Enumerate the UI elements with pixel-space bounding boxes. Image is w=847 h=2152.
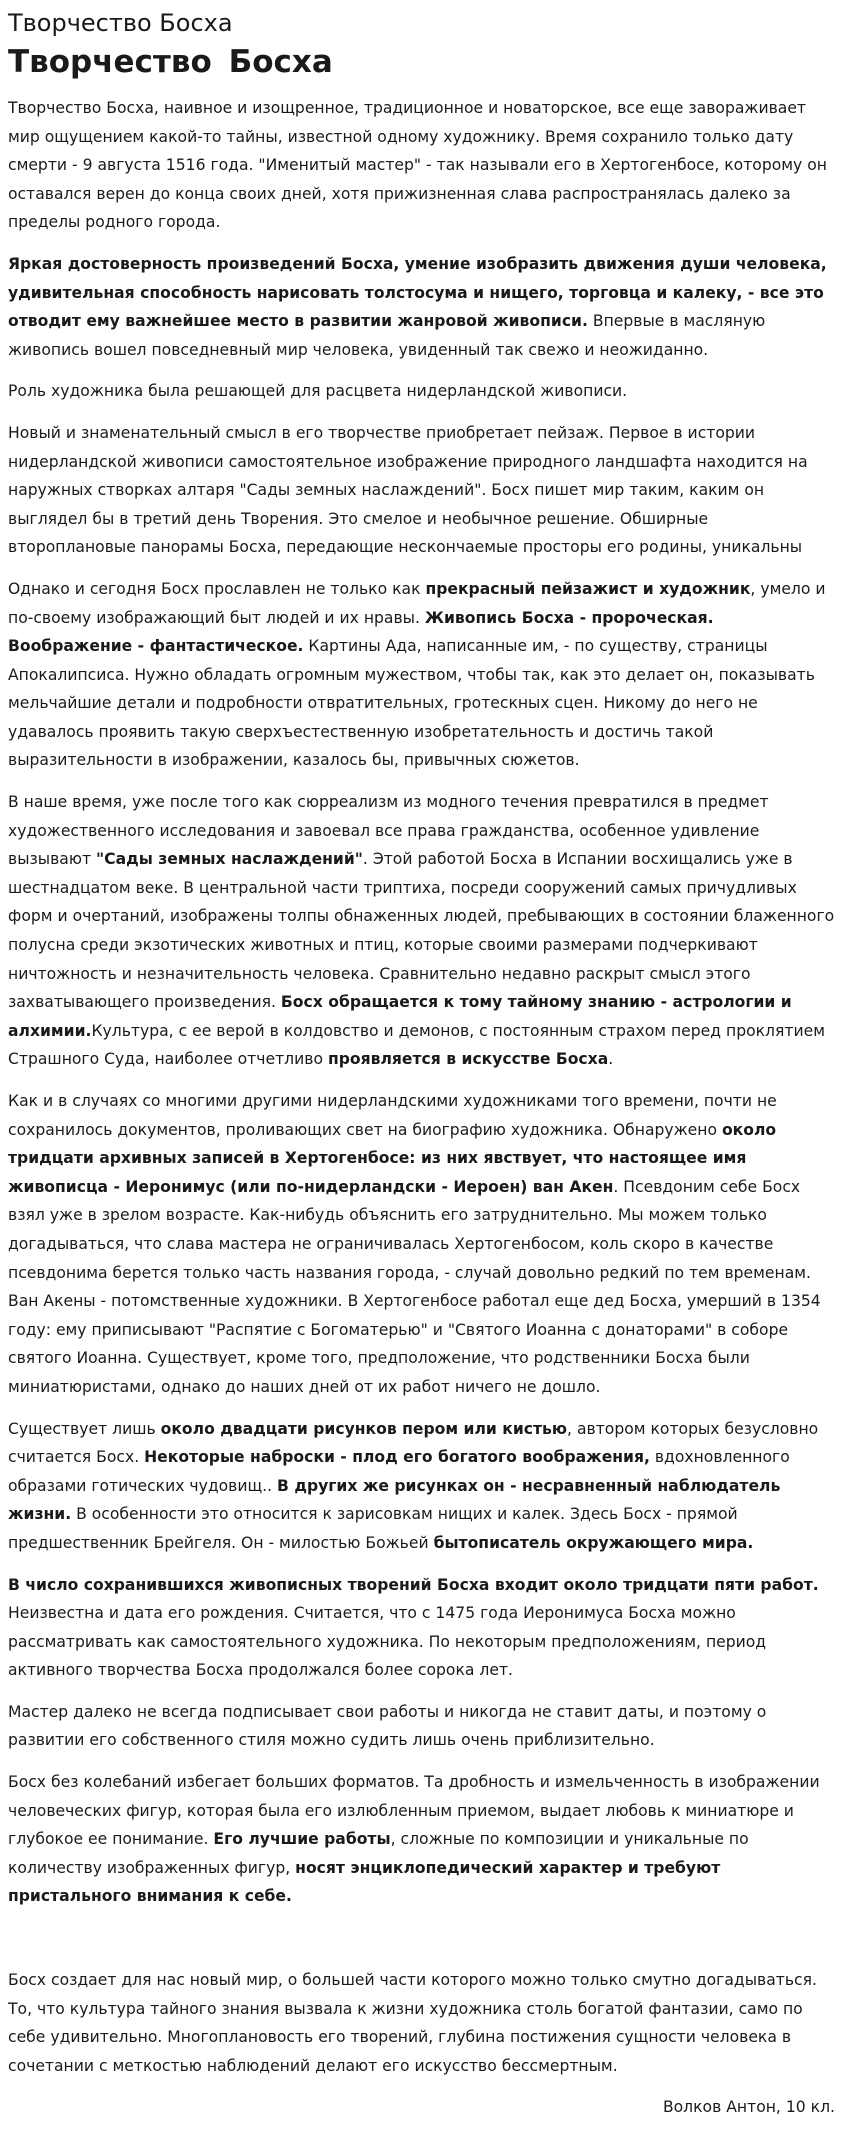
paragraph (8, 419, 839, 562)
text-run: Существует лишь (8, 1419, 161, 1438)
text-run: . (608, 1050, 614, 1069)
text-run: . Псевдоним себе Босх взял уже в зрелом возрасте. Как-нибудь объяснить его затруднительно. Мы можем только догадываться, что слава мастера не ограничивалась Хертогенбосом, коль скоро в качестве псевдонима берется только часть названия города, - случай довольно редкий по тем временам. Ван Акены - потомственные художники. В Хертогенбосе работал еще дед Босха, умерший в 1354 году: ему приписывают "Распятие с Богоматерью" и "Святого Иоанна с донаторами" в соборе святого Иоанна. Существует, кроме того, предположение, что родственники Босха были миниатюристами, однако до наших дней от их работ ничего не дошло. (8, 1177, 821, 1396)
paragraph (8, 1571, 839, 1685)
text-run: Культура, с ее верой в колдовство и демонов, с постоянным страхом перед проклятием Страшного Суда, наиболее отчетливо (8, 1021, 825, 1069)
paragraph (8, 1698, 839, 1755)
text-run: Роль художника была решающей для расцвета нидерландской живописи. (8, 382, 628, 401)
paragraph (8, 788, 839, 1074)
author-signature: Волков Антон, 10 кл. (662, 2098, 835, 2117)
paragraph (8, 250, 839, 364)
paragraph (8, 94, 839, 237)
bold-text: около тридцати архивных записей в Хертогенбосе: из них явствует, что настоящее имя живописца - Иеронимус (или по-нидерландски - Иероен) ван Акен (8, 1120, 777, 1196)
text-run: Босх создает для нас новый мир, о большей части которого можно только смутно догадываться. То, что культура тайного знания вызвала к жизни художника столь богатой фантазии, само по себе удивительно. Многоплановость его творений, глубина постижения сущности человека в сочетании с меткостью наблюдений делают его искусство бессмертным. (8, 1971, 817, 2075)
text-run: В особенности это относится к зарисовкам нищих и калек. Здесь Босх - прямой предшественник Брейгеля. Он - милостью Божьей (8, 1505, 738, 1552)
text-run: Неизвестна и дата его рождения. Считается, что с 1475 года Иеронимуса Босха можно рассматривать как самостоятельного художника. По некоторым предположениям, период активного творчества Босха продолжался более сорока лет. (8, 1604, 767, 1680)
text-run: Впервые в масляную живопись вошел повседневный мир человека, увиденный так свежо и неожиданно. (8, 312, 766, 359)
text-run: , умело и по-своему изображающий быт людей и их нравы. (8, 579, 826, 627)
bold-text: Яркая достоверность произведений Босха, умение изобразить движения души человека, удивительная способность нарисовать толстосума и нищего, торговца и калеку, - все это отводит ему важнейшее место в развитии жанровой живописи. (8, 254, 827, 331)
bold-text: около двадцати рисунков пером или кистью (160, 1419, 568, 1438)
text-run: В наше время, уже после того как сюрреализм из модного течения превратился в предмет художественного исследования и завоевал все права гражданства, особенное удивление вызывают (8, 793, 769, 869)
bold-text: Босх обращается к тому тайному знанию - астрологии и алхимии. (8, 993, 792, 1040)
text-run: Босх без колебаний избегает больших форматов. Та дробность и измельченность в изображении человеческих фигур, которая была его излюбленным приемом, выдает любовь к миниатюре и глубокое ее понимание. (8, 1773, 820, 1849)
paragraph (8, 377, 839, 406)
article-heading: Творчество Босха (8, 44, 333, 80)
page-title: Творчество Босха (8, 9, 233, 37)
bold-text: прекрасный пейзажист и художник (425, 579, 751, 598)
text-run: Новый и знаменательный смысл в его творчестве приобретает пейзаж. Первое в истории нидерландской живописи самостоятельное изображение природного ландшафта находится на наружных створках алтаря "Сады земных наслаждений". Босх пишет мир таким, каким он выглядел бы в третий день Творения. Это смелое и необычное решение. Обширные второплановые панорамы Босха, передающие нескончаемые просторы его родины, уникальны (8, 423, 808, 557)
bold-text: носят энциклопедический характер и требуют пристального внимания к себе. (8, 1858, 721, 1906)
bold-text: Живопись Босха - пророческая. Воображение - фантастическое. (8, 608, 714, 656)
paragraph (8, 575, 839, 775)
bold-text: В других же рисунках он - несравненный наблюдатель жизни. (8, 1476, 781, 1524)
text-run: Мастер далеко не всегда подписывает свои работы и никогда не ставит даты, и поэтому о развитии его собственного стиля можно судить лишь очень приблизительно. (8, 1702, 767, 1750)
text-run: вдохновленного образами готических чудовищ.. (8, 1448, 790, 1495)
bold-text: В число сохранившихся живописных творений Босха входит около тридцати пяти работ. (8, 1575, 819, 1594)
text-run: Как и в случаях со многими другими нидерландскими художниками того времени, почти не сохранилось документов, проливающих свет на биографию художника. Обнаружено (8, 1092, 777, 1139)
bold-text: проявляется в искусстве Босха (327, 1050, 609, 1069)
paragraph (8, 1415, 839, 1558)
bold-text: Некоторые наброски - плод его богатого воображения, (144, 1448, 650, 1467)
article-body (8, 94, 839, 2080)
text-run: , сложные по композиции и уникальные по количеству изображенных фигур, (8, 1830, 749, 1877)
text-run: Творчество Босха, наивное и изощренное, традиционное и новаторское, все еще завораживает мир ощущением какой-то тайны, известной одному художнику. Время сохранило только дату смерти - 9 августа 1516 года. "Именитый мастер" - так называли его в Хертогенбосе, которому он оставался верен до конца своих дней, хотя прижизненная слава распространялась далеко за пределы родного города. (8, 99, 827, 232)
paragraph (8, 1768, 839, 1911)
text-run: Картины Ада, написанные им, - по существу, страницы Апокалипсиса. Нужно обладать огромным мужеством, чтобы так, как это делает он, показывать мельчайшие детали и подробности отвратительных, гротескных сцен. Никому до него не удавалось проявить такую сверхъестественную изобретательность и достичь такой выразительности в изображении, казалось бы, привычных сюжетов. (8, 637, 815, 770)
text-run: Однако и сегодня Босх прославлен не только как (8, 579, 426, 598)
text-run: . Этой работой Босха в Испании восхищались уже в шестнадцатом веке. В центральной части триптиха, посреди сооружений самых причудливых форм и очертаний, изображены толпы обнаженных людей, пребывающих в состоянии блаженного полусна среди экзотических животных и птиц, которые своими размерами подчеркивают ничтожность и незначительность человека. Сравнительно недавно раскрыт смысл этого захватывающего произведения. (8, 850, 835, 1012)
paragraph (8, 1966, 839, 2080)
bold-text: Его лучшие работы (213, 1830, 391, 1849)
bold-text: бытописатель окружающего мира. (433, 1533, 754, 1552)
bold-text: "Сады земных наслаждений" (96, 850, 363, 869)
text-run: , автором которых безусловно считается Босх. (8, 1419, 819, 1467)
paragraph (8, 1087, 839, 1402)
spacer (8, 1924, 839, 1966)
